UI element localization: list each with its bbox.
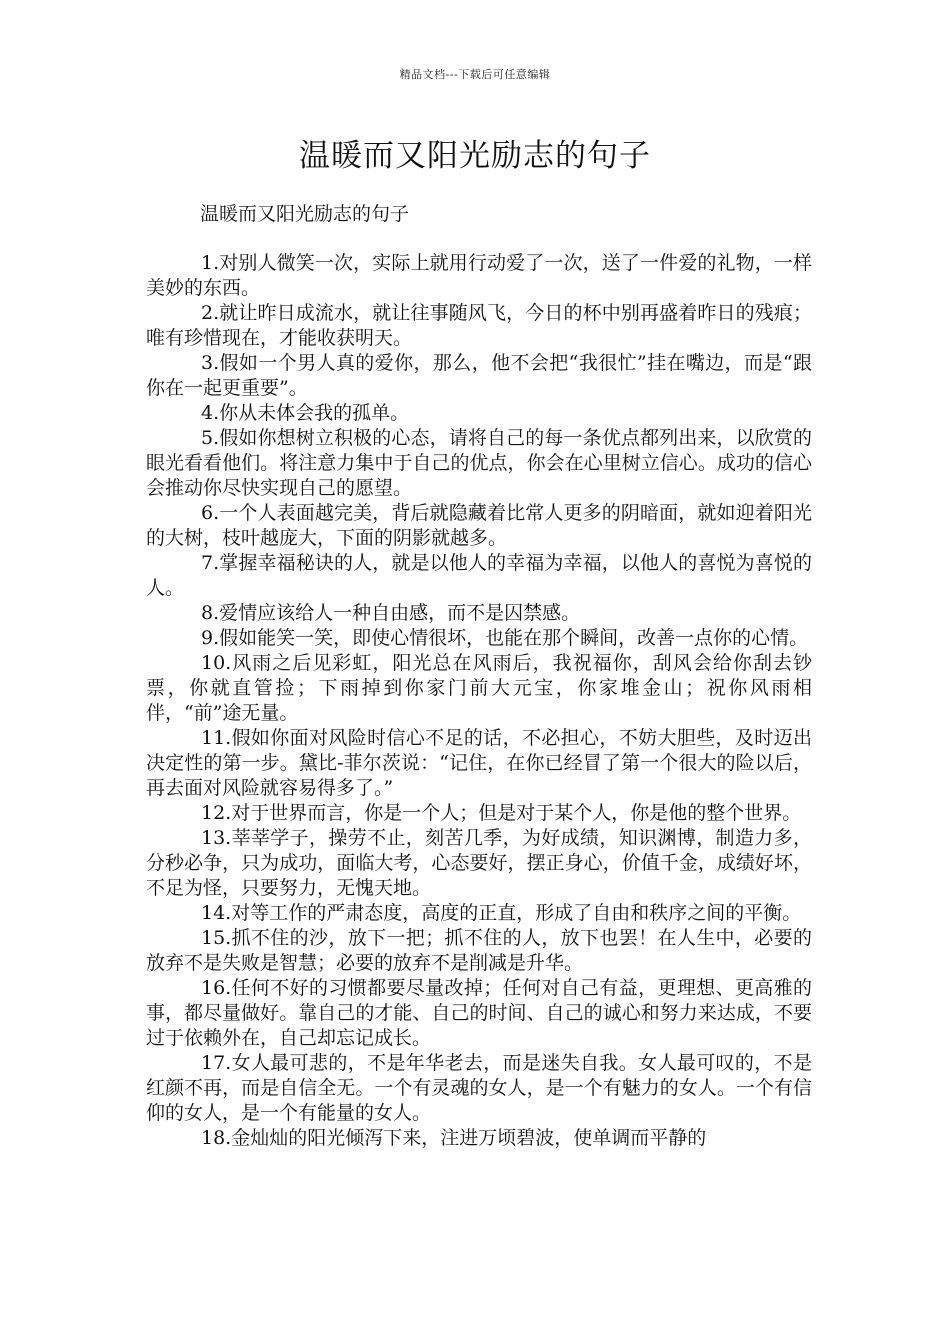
paragraph-12: 12.对于世界而言，你是一个人；但是对于某个人，你是他的整个世界。: [201, 802, 802, 824]
paragraph-11: 11.假如你面对风险时信心不足的话，不必担心，不妨大胆些，及时迈出决定性的第一步。黛比-菲尔茨说：“记住，在你已经冒了第一个很大的险以后，再去面对风险就容易得多了。”: [146, 727, 812, 799]
paragraph-3: 3.假如一个男人真的爱你，那么，他不会把“我很忙”挂在嘴边，而是“跟你在一起更重要”。: [146, 352, 812, 399]
header-note: 精品文档---下载后可任意编辑: [399, 68, 551, 81]
paragraph-18: 18.金灿灿的阳光倾泻下来，注进万顷碧波，使单调而平静的: [201, 1127, 707, 1149]
paragraph-15: 15.抓不住的沙，放下一把；抓不住的人，放下也罢！在人生中，必要的放弃不是失败是智慧；必要的放弃不是削减是升华。: [146, 927, 812, 974]
paragraph-9: 9.假如能笑一笑，即使心情很坏，也能在那个瞬间，改善一点你的心情。: [201, 627, 809, 649]
paragraph-7: 7.掌握幸福秘诀的人，就是以他人的幸福为幸福，以他人的喜悦为喜悦的人。: [146, 552, 812, 599]
paragraph-4: 4.你从未体会我的孤单。: [201, 402, 410, 424]
paragraph-14: 14.对等工作的严肃态度，高度的正直，形成了自由和秩序之间的平衡。: [201, 902, 802, 924]
paragraph-16: 16.任何不好的习惯都要尽量改掉；任何对自己有益，更理想、更高雅的事，都尽量做好。靠自己的才能、自己的时间、自己的诚心和努力来达成，不要过于依赖外在，自己却忘记成长。: [146, 977, 812, 1049]
paragraph-2: 2.就让昨日成流水，就让往事随风飞，今日的杯中别再盛着昨日的残痕；唯有珍惜现在，才能收获明天。: [146, 302, 812, 349]
paragraph-8: 8.爱情应该给人一种自由感，而不是囚禁感。: [201, 602, 581, 624]
paragraph-13: 13.莘莘学子，操劳不止，刻苦几季，为好成绩，知识渊博，制造力多，分秒必争，只为成功，面临大考，心态要好，摆正身心，价值千金，成绩好坏，不足为怪，只要努力，无愧天地。: [146, 827, 812, 899]
paragraph-17: 17.女人最可悲的，不是年华老去，而是迷失自我。女人最可叹的，不是红颜不再，而是自信全无。一个有灵魂的女人，是一个有魅力的女人。一个有信仰的女人，是一个有能量的女人。: [146, 1052, 812, 1124]
paragraph-5: 5.假如你想树立积极的心态，请将自己的每一条优点都列出来，以欣赏的眼光看看他们。将注意力集中于自己的优点，你会在心里树立信心。成功的信心会推动你尽快实现自己的愿望。: [146, 427, 812, 499]
document-title: 温暖而又阳光励志的句子: [299, 138, 651, 174]
paragraph-1: 1.对别人微笑一次，实际上就用行动爱了一次，送了一件爱的礼物，一样美妙的东西。: [146, 252, 812, 299]
paragraph-10: 10.风雨之后见彩虹，阳光总在风雨后，我祝福你，刮风会给你刮去钞票，你就直管捡；下雨掉到你家门前大元宝，你家堆金山；祝你风雨相伴，“前”途无量。: [146, 652, 812, 724]
document-subtitle: 温暖而又阳光励志的句子: [200, 203, 410, 225]
document-body: [146, 251, 812, 1151]
paragraph-6: 6.一个人表面越完美，背后就隐藏着比常人更多的阴暗面，就如迎着阳光的大树，枝叶越庞大，下面的阴影就越多。: [146, 502, 812, 549]
